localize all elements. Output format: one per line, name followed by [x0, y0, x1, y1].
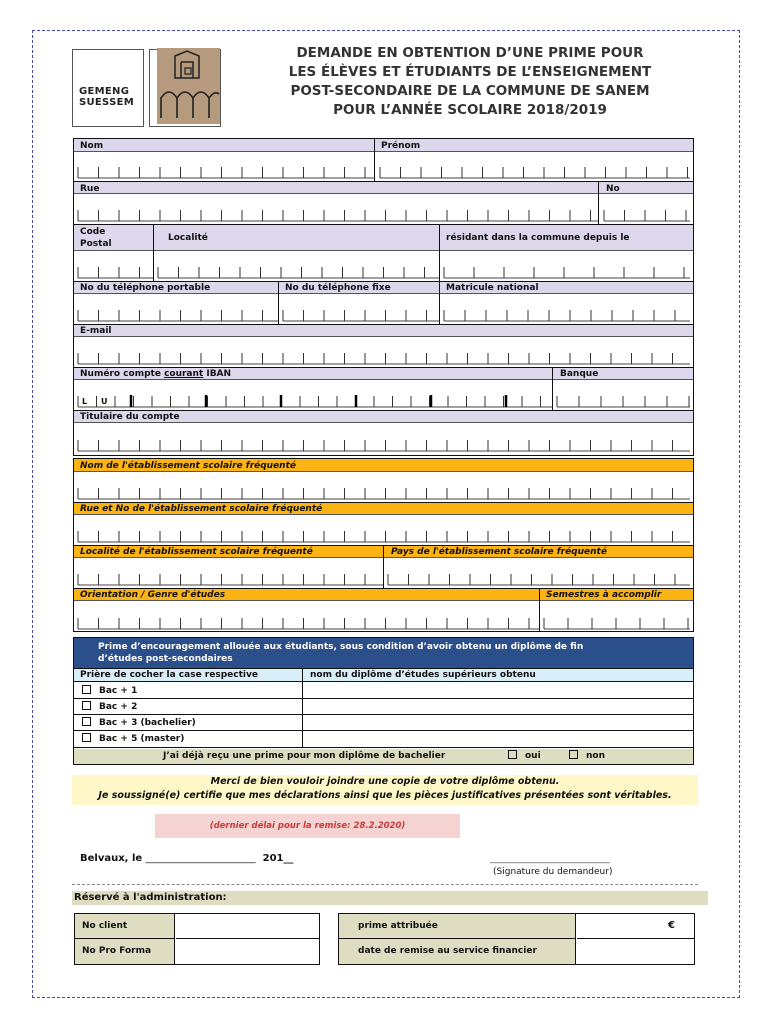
nom-label: Nom — [80, 141, 104, 151]
divider — [153, 224, 154, 281]
nom-diplome-label: nom du diplôme d’études supérieurs obtenu — [310, 670, 536, 680]
etablissement-rue-label: Rue et No de l'établissement scolaire fréquenté — [80, 504, 323, 514]
bac1-checkbox[interactable] — [82, 685, 91, 694]
email-field[interactable] — [74, 338, 693, 366]
non-checkbox[interactable] — [569, 750, 578, 759]
date-remise-field[interactable] — [577, 939, 694, 964]
prime-attribuee-field[interactable] — [577, 914, 694, 939]
divider — [383, 545, 384, 588]
bac2-row[interactable] — [74, 699, 693, 715]
etablissement-localite-field[interactable] — [74, 559, 383, 587]
bac2-option[interactable]: Bac + 2 — [82, 702, 137, 713]
email-label: E-mail — [80, 326, 112, 336]
no-label: No — [606, 184, 620, 194]
prime-attribuee-label: prime attribuée — [358, 921, 438, 931]
divider — [539, 588, 540, 631]
localite-field[interactable] — [154, 252, 439, 280]
no-client-label: No client — [82, 921, 128, 931]
semestres-label: Semestres à accomplir — [546, 590, 662, 600]
etablissement-rue-field[interactable] — [74, 516, 693, 544]
tel-fixe-field[interactable] — [279, 295, 439, 323]
lieu-date-line: Belvaux, le ______________________ 201__ — [80, 853, 294, 864]
label-bar-email — [74, 324, 693, 337]
divider — [302, 668, 303, 748]
residant-date-field[interactable] — [440, 252, 693, 280]
no-client-field[interactable] — [176, 914, 319, 939]
bac2-checkbox[interactable] — [82, 701, 91, 710]
prenom-label: Prénom — [381, 141, 421, 151]
banque-label: Banque — [560, 369, 599, 379]
oui-option[interactable]: oui — [508, 751, 541, 762]
admin-title: Réservé à l'administration: — [74, 892, 227, 903]
tel-portable-label: No du téléphone portable — [80, 283, 211, 293]
code-postal-field[interactable] — [74, 252, 153, 280]
no-field[interactable] — [599, 195, 693, 223]
titulaire-label: Titulaire du compte — [80, 412, 180, 422]
rue-field[interactable] — [74, 195, 598, 223]
semestres-field[interactable] — [540, 602, 693, 631]
signature-label: (Signature du demandeur) — [493, 867, 613, 877]
residant-label: résidant dans la commune depuis le — [446, 233, 630, 243]
etablissement-localite-label: Localité de l'établissement scolaire fréquenté — [80, 547, 313, 557]
divider — [598, 181, 599, 224]
divider — [278, 281, 279, 324]
orientation-field[interactable] — [74, 602, 539, 631]
no-pro-forma-field[interactable] — [176, 939, 319, 964]
iban-prefix-u: U — [101, 397, 108, 406]
euro-symbol: € — [668, 920, 675, 931]
prime-deja-recue-label: J’ai déjà reçu une prime pour mon diplôme de bachelier — [163, 751, 446, 761]
no-pro-forma-label: No Pro Forma — [82, 946, 152, 956]
label-bar-rue — [74, 181, 693, 194]
etablissement-pays-field[interactable] — [384, 559, 693, 587]
localite-label: Localité — [168, 233, 208, 243]
prime-header-text: Prime d’encouragement allouée aux étudiants, sous condition d’avoir obtenu un diplôme de fin d’études post-secondaires — [98, 642, 584, 664]
notice-box: Merci de bien vouloir joindre une copie de votre diplôme obtenu. Je soussigné(e) certifie que mes déclarations ainsi que les pièces justificatives présentées sont véritables. — [72, 775, 698, 805]
priere-cocher-label: Prière de cocher la case respective — [80, 670, 258, 680]
deadline-notice: (dernier délai pour la remise: 28.2.2020) — [155, 814, 460, 838]
bac3-checkbox[interactable] — [82, 717, 91, 726]
iban-label: Numéro compte courant IBAN — [80, 369, 232, 379]
divider — [552, 367, 553, 410]
page-title: DEMANDE EN OBTENTION D’UNE PRIME POUR LES ÉLÈVES ET ÉTUDIANTS DE L’ENSEIGNEMENT POST-SECONDAIRE DE LA COMMUNE DE SANEM POUR L’ANNÉE SCOLAIRE 2018/2019 — [288, 45, 652, 118]
divider — [374, 139, 375, 181]
bac1-row[interactable] — [74, 683, 693, 699]
iban-prefix-l: L — [82, 397, 88, 406]
oui-checkbox[interactable] — [508, 750, 517, 759]
commune-logo-image — [157, 48, 220, 124]
bac1-option[interactable]: Bac + 1 — [82, 686, 137, 697]
orientation-label: Orientation / Genre d'études — [80, 590, 226, 600]
code-postal-label: Code Postal — [80, 227, 112, 249]
admin-divider-line — [72, 884, 698, 885]
tel-fixe-label: No du téléphone fixe — [285, 283, 391, 293]
signature-line[interactable]: ________________________ — [490, 853, 610, 864]
bac5-option[interactable]: Bac + 5 (master) — [82, 734, 184, 745]
logo-wordmark: GEMENG SUESSEM — [79, 86, 134, 108]
bac5-checkbox[interactable] — [82, 733, 91, 742]
titulaire-field[interactable] — [74, 424, 693, 455]
divider — [439, 281, 440, 324]
etablissement-pays-label: Pays de l'établissement scolaire fréquenté — [391, 547, 607, 557]
etablissement-nom-field[interactable] — [74, 473, 693, 501]
tel-portable-field[interactable] — [74, 295, 278, 323]
bac3-option[interactable]: Bac + 3 (bachelier) — [82, 718, 196, 729]
matricule-label: Matricule national — [446, 283, 539, 293]
nom-field[interactable] — [74, 153, 374, 180]
rue-label: Rue — [80, 184, 100, 194]
iban-field[interactable] — [74, 381, 552, 409]
prenom-field[interactable] — [375, 153, 693, 180]
non-option[interactable]: non — [569, 751, 605, 762]
banque-field[interactable] — [553, 381, 693, 409]
date-remise-label: date de remise au service financier — [358, 946, 537, 956]
matricule-field[interactable] — [440, 295, 693, 323]
etablissement-nom-label: Nom de l'établissement scolaire fréquenté — [80, 461, 296, 471]
divider — [439, 224, 440, 281]
